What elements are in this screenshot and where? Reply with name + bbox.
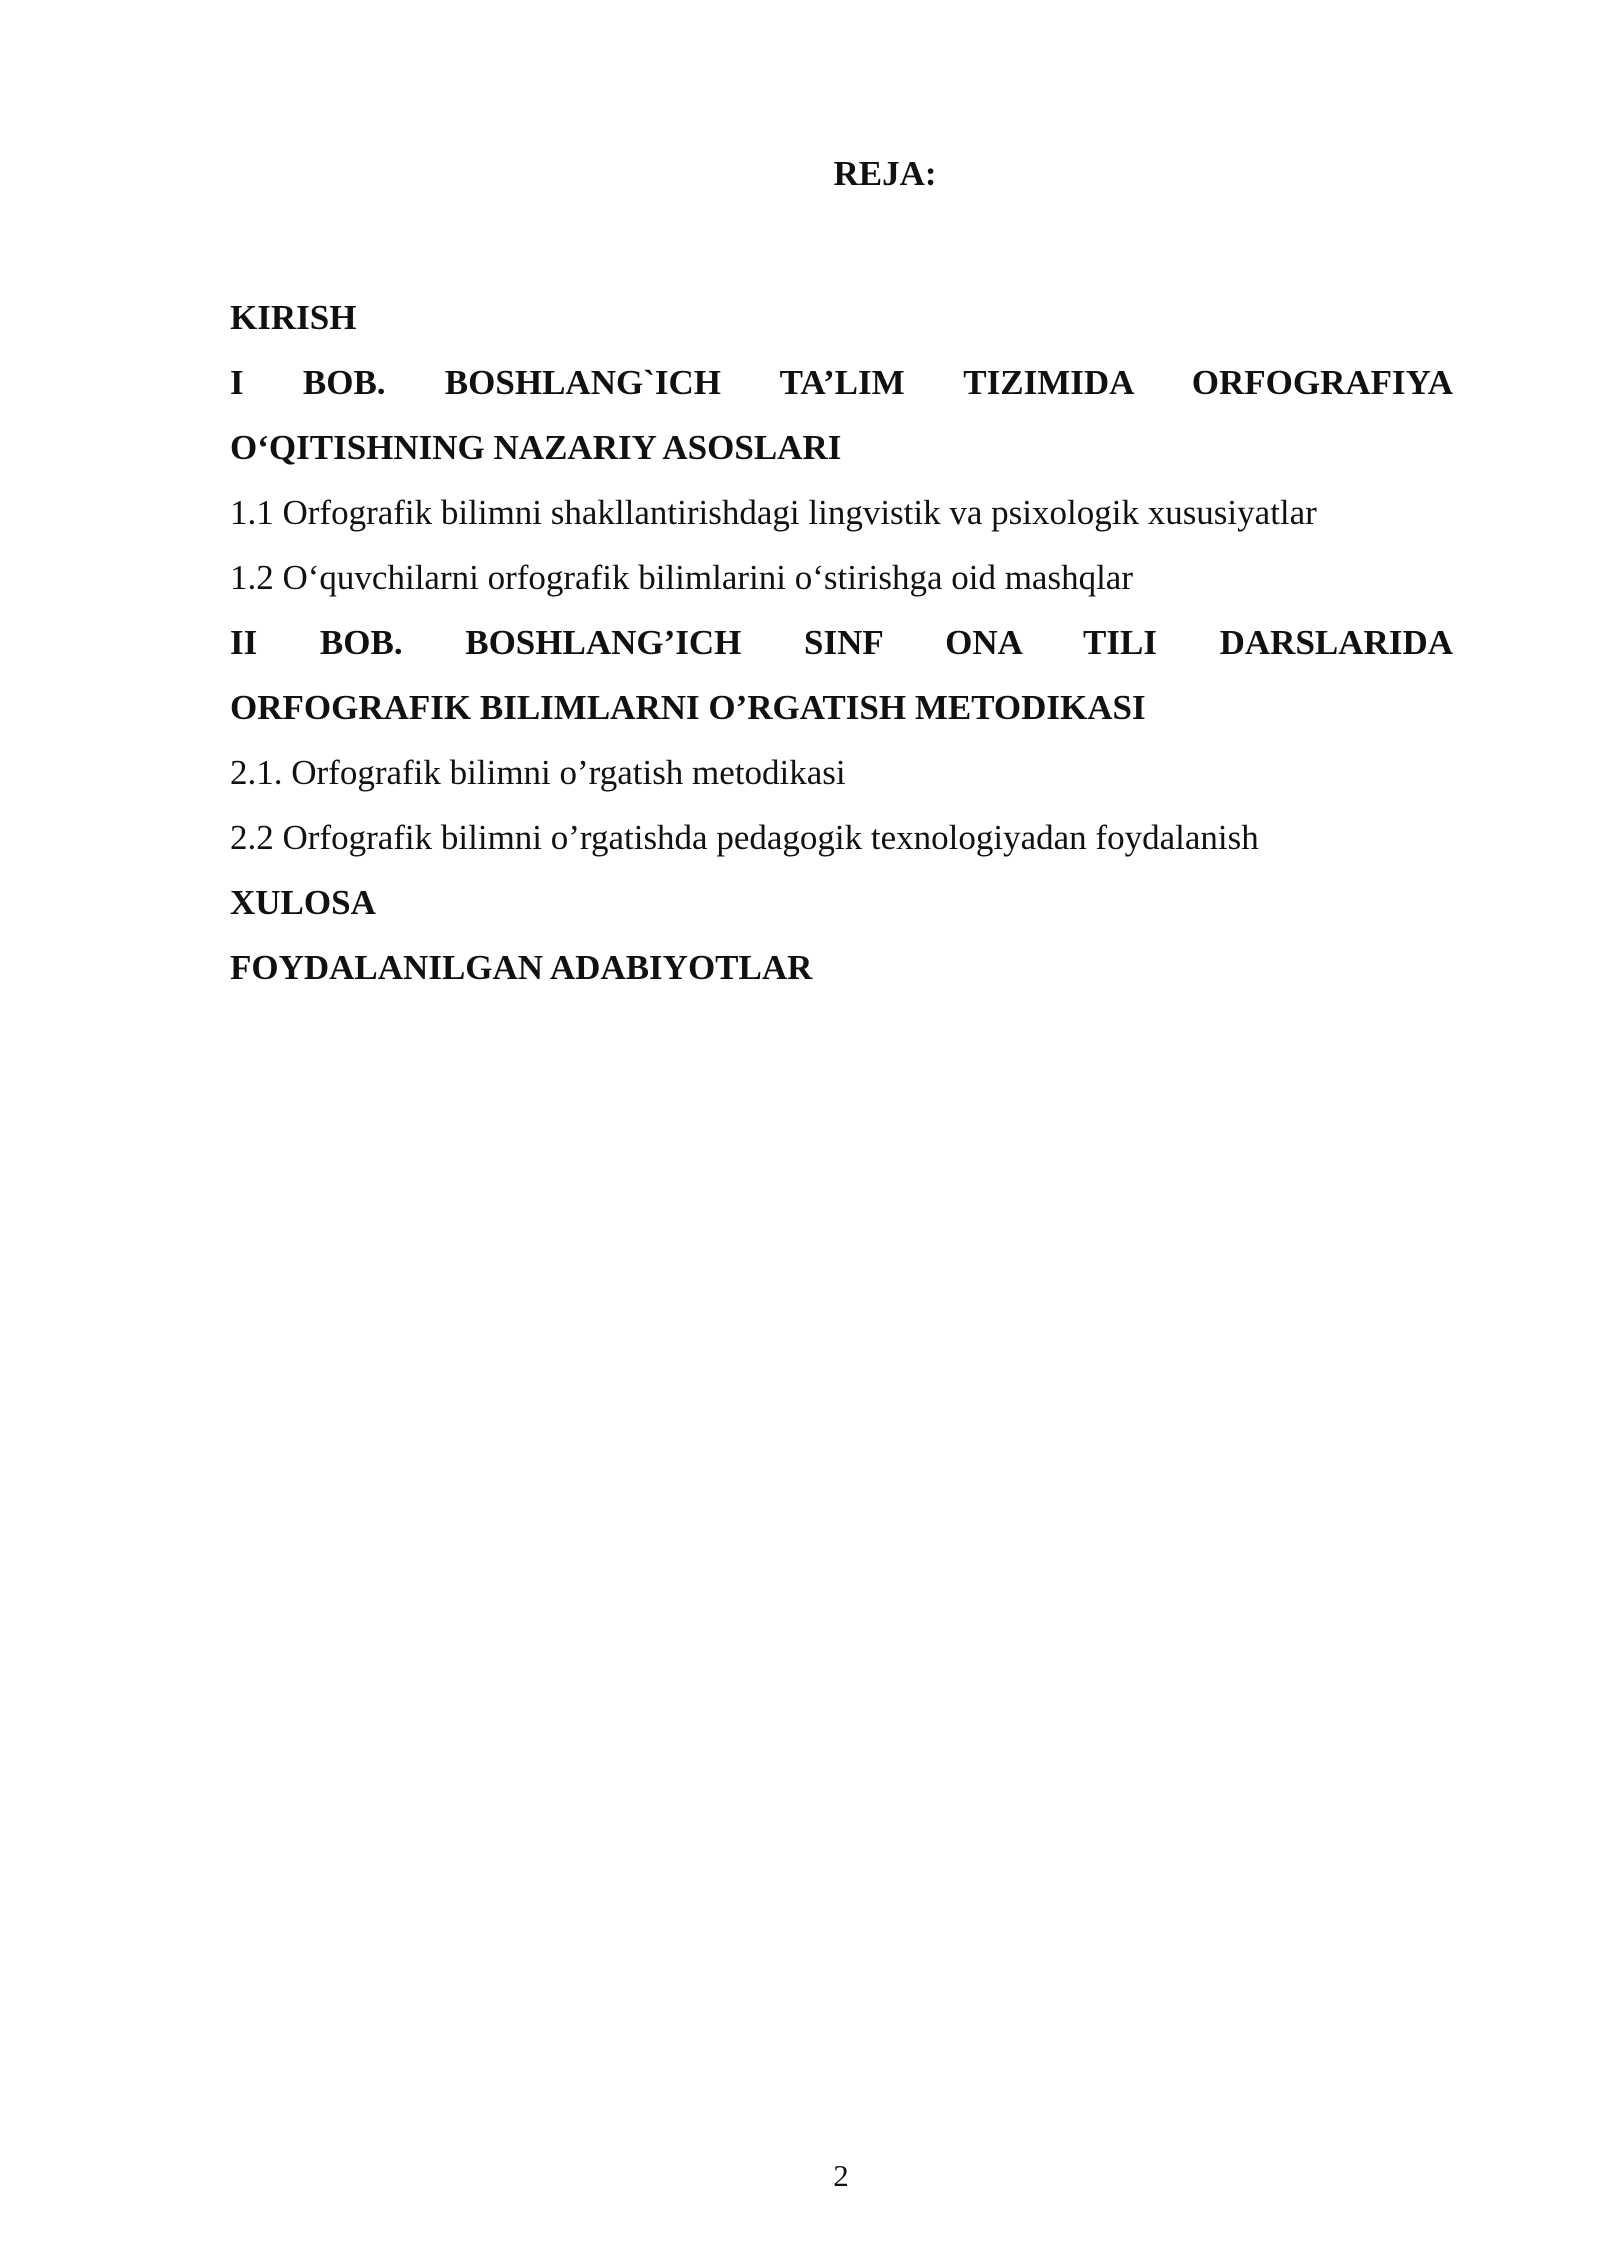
toc-chapter-1-title-line-2: O‘QITISHNING NAZARIY ASOSLARI bbox=[230, 428, 842, 467]
toc-conclusion: XULOSA bbox=[230, 883, 376, 922]
page-number: 2 bbox=[833, 2158, 849, 2193]
toc-section-1-1: 1.1 Orfografik bilimni shakllantirishdagi lingvistik va psixologik xususiyatlar bbox=[230, 493, 1317, 532]
page-title: REJA: bbox=[833, 154, 937, 193]
table-of-contents bbox=[230, 285, 1453, 1000]
toc-chapter-2-title-line-1: II BOB. BOSHLANG’ICH SINF ONA TILI DARSLARIDA bbox=[230, 623, 1453, 662]
toc-section-2-1: 2.1. Orfografik bilimni o’rgatish metodikasi bbox=[230, 753, 846, 792]
toc-section-2-2: 2.2 Orfografik bilimni o’rgatishda pedagogik texnologiyadan foydalanish bbox=[230, 818, 1259, 857]
toc-chapter-2-title-line-2: ORFOGRAFIK BILIMLARNI O’RGATISH METODIKASI bbox=[230, 688, 1146, 727]
toc-section-1-2: 1.2 O‘quvchilarni orfografik bilimlarini o‘stirishga oid mashqlar bbox=[230, 558, 1133, 597]
toc-chapter-1-title-line-1: I BOB. BOSHLANG`ICH TA’LIM TIZIMIDA ORFOGRAFIYA bbox=[230, 363, 1453, 402]
toc-intro: KIRISH bbox=[230, 298, 357, 337]
toc-references: FOYDALANILGAN ADABIYOTLAR bbox=[230, 948, 813, 987]
